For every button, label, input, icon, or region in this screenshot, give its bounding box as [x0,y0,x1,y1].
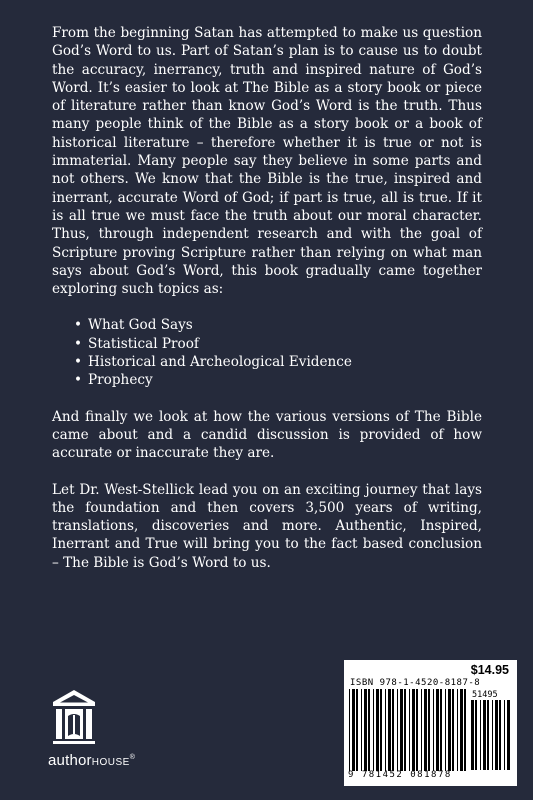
barcode-bar [433,689,434,771]
barcode-panel [344,660,517,786]
topic-item: • Prophecy [74,371,482,389]
price-label: $14.95 [470,663,509,677]
barcode-bar [388,689,391,771]
barcode-bar [487,700,489,770]
topic-item: • Historical and Archeological Evidence [74,353,482,371]
barcode-bar [424,689,427,771]
barcode-bar [492,700,493,770]
closing-paragraph: Let Dr. West-Stellick lead you on an exciting journey that lays the foundation and then covers 3,500 years of writing, translations, discoveries and more. Authentic, Inspired, Inerrant and True will bring you to the fact based conclusion – The Bible is God’s Word to us. [52,481,482,571]
barcode-bar [409,689,410,771]
barcode-bar [471,700,474,770]
supplement-number: 51495 [472,690,498,700]
barcode-bar [356,689,358,771]
intro-paragraph: From the beginning Satan has attempted to make us question God’s Word to us. Part of Satan’s plan is to cause us to doubt the accuracy, inerrancy, truth and inspired nature of God’s Word. It’s easier to look at The Bible as a story book or piece of literature rather than know God’s Word is the truth. Thus many people think of the Bible as a story book or a book of historical literature – therefore whether it is true or not is immaterial. Many people say they believe in some parts and not others. We know that the Bible is the true, inspired and inerrant, accurate Word of God; if part is true, all is true. If it is all true we must face the truth about our moral character. Thus, through independent research and with the goal of Scripture proving Scripture rather than relying on what man says about God’s Word, this book gradually came together exploring such topics as: [52,25,482,298]
barcode-bar [352,689,355,771]
barcode-bar [483,700,486,770]
barcode-bar [364,689,367,771]
barcode-bar [495,700,498,770]
barcode-bar [416,689,418,771]
back-cover-text [52,24,482,572]
barcode-number: 9 781452 081878 [348,770,452,780]
barcode-bar [385,689,386,771]
barcode-bar [507,700,510,770]
barcode-bar [397,689,398,771]
barcode-bar [392,689,394,771]
barcode-bar [421,689,422,771]
barcode-bar [464,689,466,771]
barcode-bar [445,689,446,771]
barcode-bar [376,689,379,771]
publisher-name: authorHOUSE® [48,752,136,769]
barcode-bar [460,689,463,771]
barcode-bar [499,700,501,770]
versions-paragraph: And finally we look at how the various versions of The Bible came about and a candid discussion is provided of how accurate or inaccurate they are. [52,408,482,462]
barcode-bar [349,689,350,771]
topic-item: • Statistical Proof [74,335,482,353]
house-book-icon [51,688,97,746]
barcode-bar [373,689,374,771]
barcode-bar [368,689,370,771]
barcode-bar [440,689,442,771]
barcode-bar [457,689,458,771]
barcode-bar [475,700,477,770]
topics-list [52,316,482,389]
barcode-bar [448,689,451,771]
barcode-bar [412,689,415,771]
price-barcode [471,700,511,770]
publisher-logo [48,688,158,778]
barcode-bar [504,700,505,770]
barcode-bar [361,689,362,771]
barcode-bar [480,700,481,770]
barcode-bar [380,689,382,771]
barcode-bar [428,689,430,771]
barcode-bar [400,689,403,771]
barcode-bar [404,689,406,771]
topic-item: • What God Says [74,316,482,334]
isbn-label: ISBN 978-1-4520-8187-8 [350,678,481,688]
ean-barcode [349,689,467,771]
barcode-bar [436,689,439,771]
barcode-bar [452,689,454,771]
